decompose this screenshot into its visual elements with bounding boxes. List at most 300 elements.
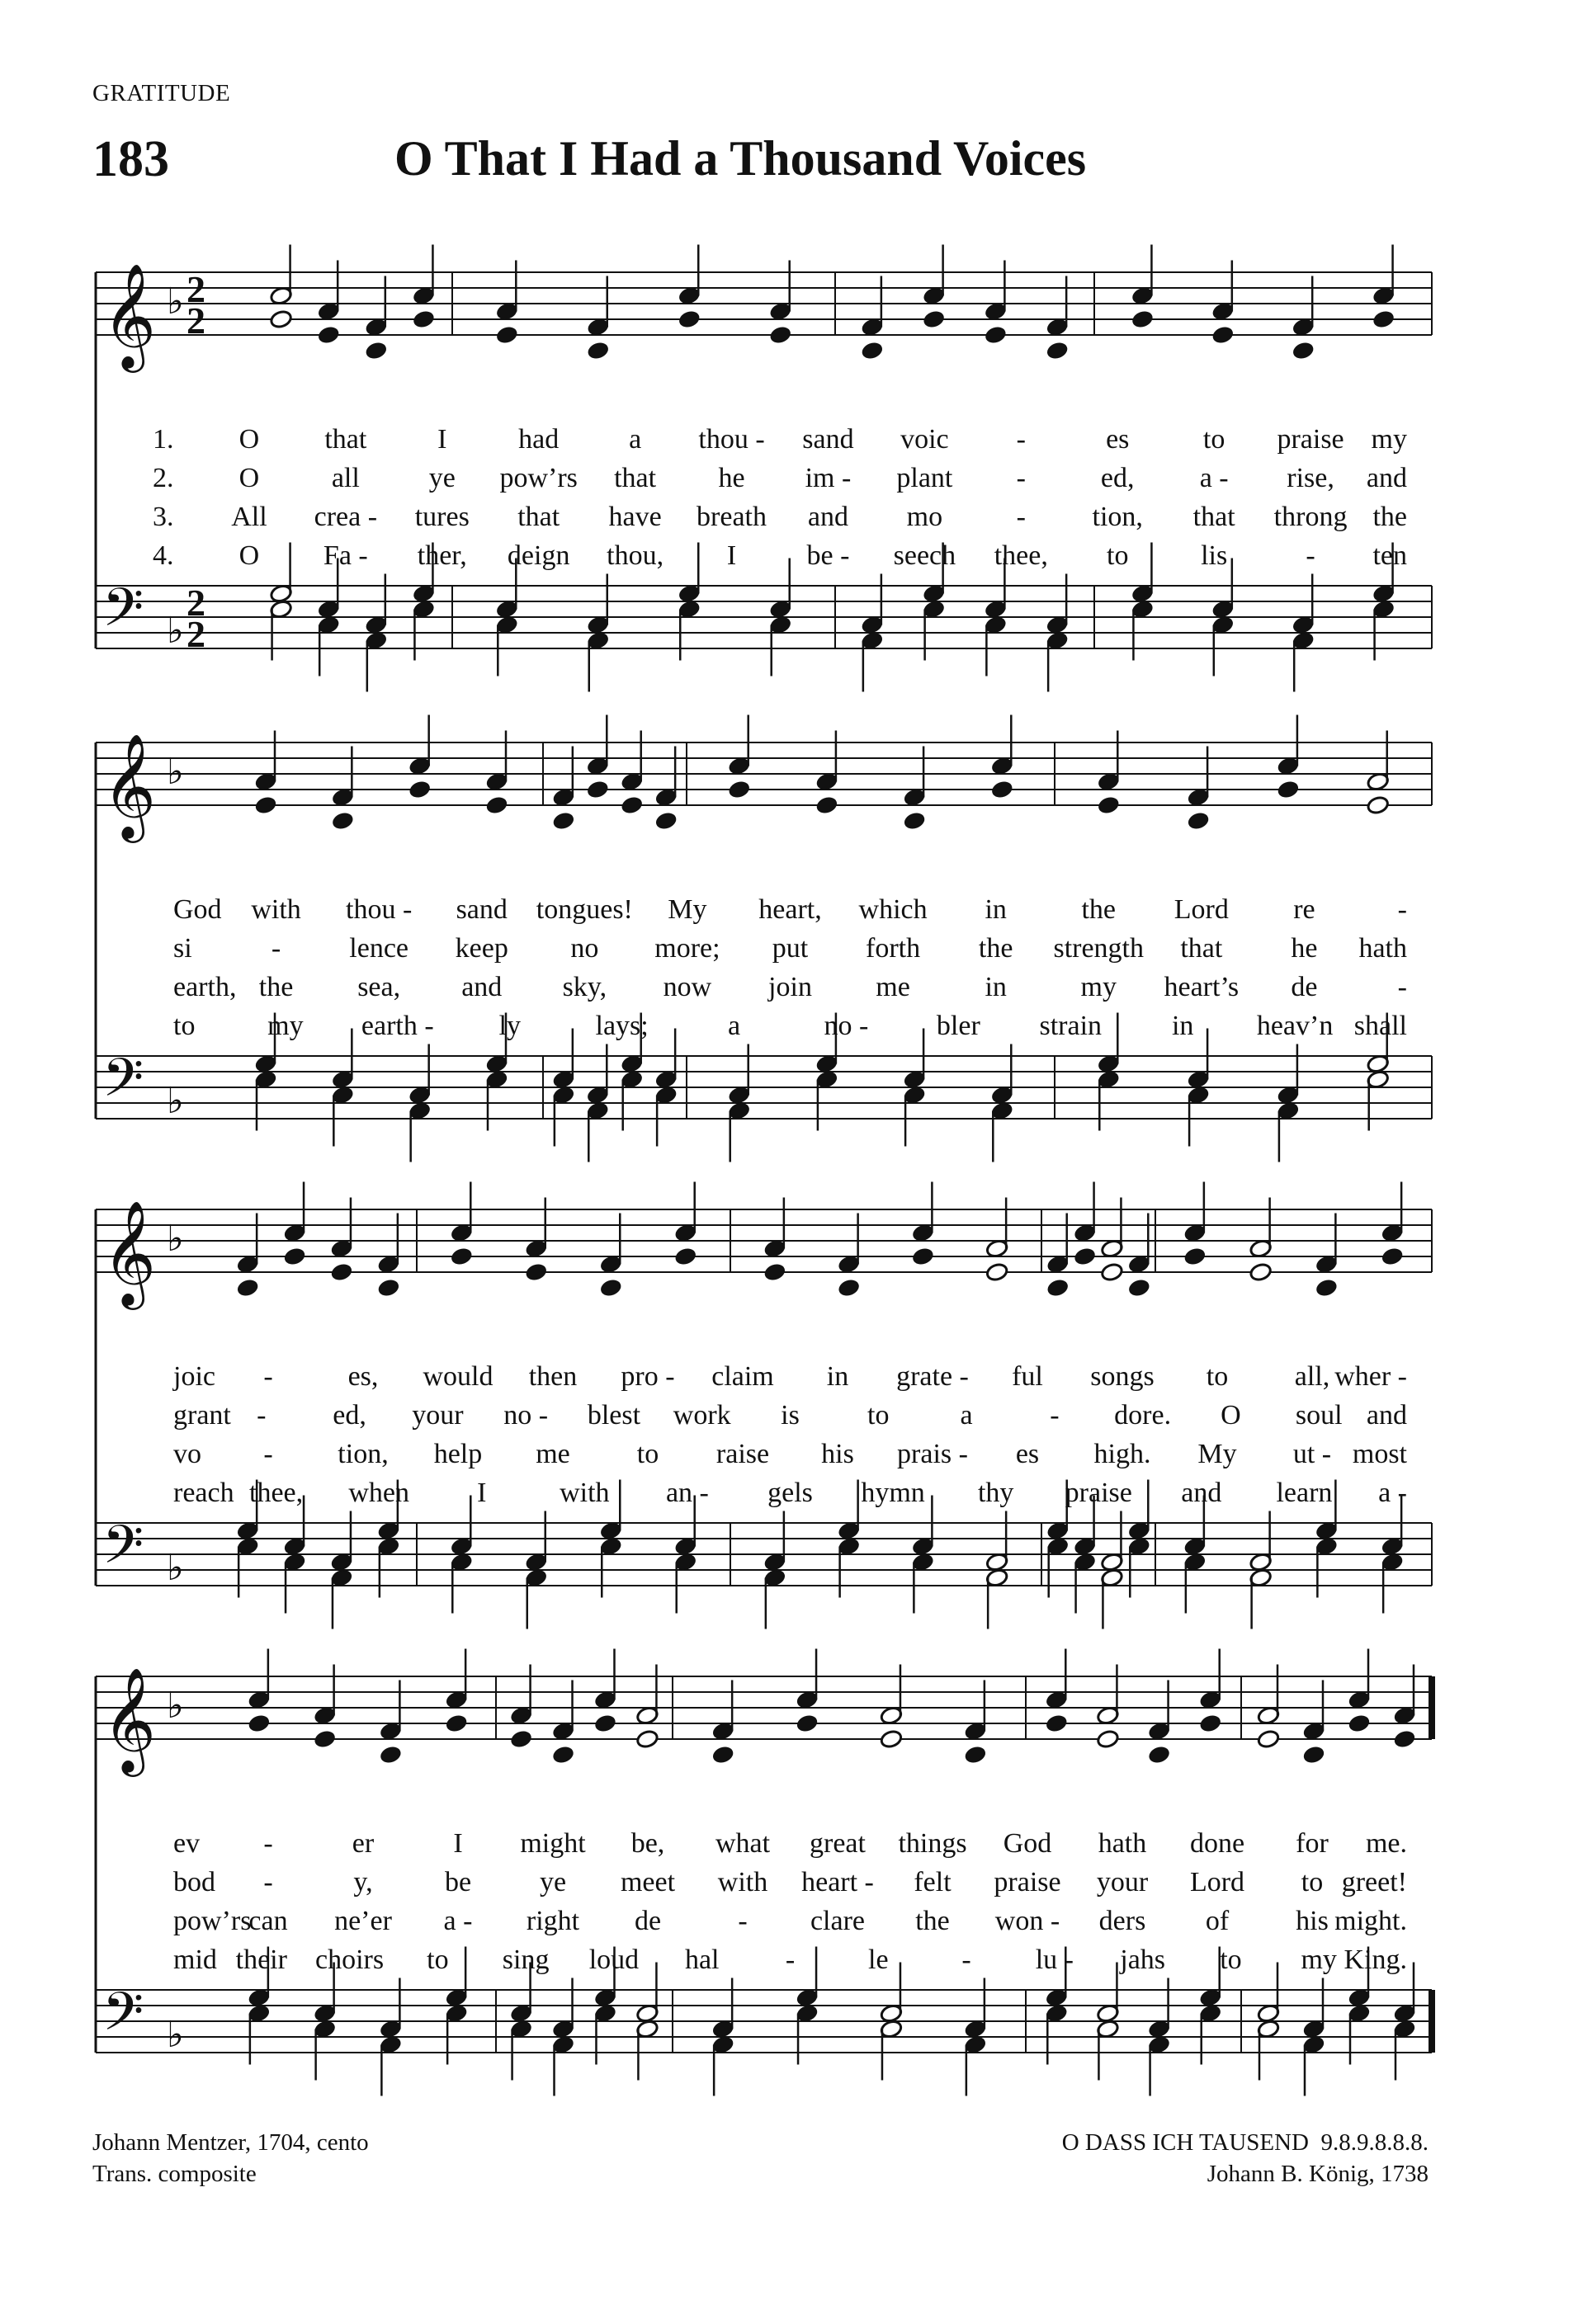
lyric-syllable: keep (455, 933, 508, 964)
lyric-syllable: might. (1334, 1906, 1407, 1936)
credits-left (92, 2127, 369, 2190)
time-signature-bottom: 2 (187, 613, 205, 655)
note-head (880, 1729, 903, 1749)
lyric-syllable: the (258, 972, 294, 1002)
time-signature-top: 2 (187, 582, 205, 624)
lyric-syllable: lence (349, 933, 409, 964)
lyric-syllable: be, (630, 1828, 665, 1859)
lyric-syllable: lis (1201, 540, 1228, 571)
lyric-syllable: gels (767, 1478, 813, 1508)
lyric-syllable: great (810, 1828, 866, 1859)
flat-icon: ♭ (167, 752, 184, 792)
bass-clef-icon: 𝄢 (102, 1516, 144, 1587)
lyric-syllable: my (267, 1011, 304, 1041)
note-head (236, 1278, 259, 1298)
note-head (984, 325, 1007, 345)
lyric-syllable: clare (810, 1906, 866, 1936)
hymn-number: 183 (92, 131, 169, 187)
lyric-syllable: that (1192, 502, 1235, 532)
lyric-syllable: be - (806, 540, 850, 571)
lyric-syllable: his (821, 1439, 854, 1469)
lyric-syllable: le (868, 1945, 889, 1975)
lyric-syllable: soul (1295, 1400, 1343, 1431)
lyric-syllable: help (433, 1439, 483, 1469)
lyric-syllable: thee, (994, 540, 1048, 571)
lyric-syllable: most (1352, 1439, 1407, 1469)
lyric-syllable: for (1296, 1828, 1329, 1859)
bass-clef-icon: 𝄢 (102, 1982, 144, 2054)
note-head (377, 1278, 400, 1298)
lyric-syllable: high. (1093, 1439, 1151, 1469)
note-head (495, 325, 518, 345)
note-head (1393, 1729, 1416, 1749)
lyric-syllable: blest (587, 1400, 641, 1431)
lyric-syllable: crea - (314, 502, 378, 532)
lyric-syllable: and (1181, 1478, 1222, 1508)
lyric-syllable: a - (1378, 1478, 1407, 1508)
lyric-syllable: voic (900, 424, 949, 455)
lyric-syllable: vo (173, 1439, 201, 1469)
lyric-syllable: - (257, 1400, 267, 1431)
note-head (1381, 1247, 1404, 1266)
lyric-syllable: in (985, 972, 1007, 1002)
lyric-syllable: put (772, 933, 809, 964)
lyric-syllable: a (960, 1400, 973, 1431)
lyric-syllable: Fa - (323, 540, 368, 571)
lyric-syllable: the (1372, 502, 1407, 532)
lyric-syllable: 3. (153, 502, 174, 532)
lyric-syllable: to (427, 1945, 449, 1975)
lyric-syllable: your (1096, 1867, 1149, 1897)
lyric-syllable: joic (173, 1361, 215, 1392)
lyric-syllable: seech (893, 540, 956, 571)
lyric-syllable: in (985, 894, 1007, 925)
lyric-syllable: me (536, 1439, 570, 1469)
lyric-syllable: thou - (698, 424, 765, 455)
lyric-syllable: My (668, 894, 707, 925)
lyric-syllable: plant (896, 463, 953, 493)
lyric-syllable: tion, (1092, 502, 1143, 532)
lyric-syllable: with (560, 1478, 610, 1508)
note-head (445, 1714, 468, 1733)
lyric-syllable: - (738, 1906, 748, 1936)
lyric-syllable: ye (539, 1867, 567, 1897)
note-head (837, 1278, 860, 1298)
lyric-syllable: ev (173, 1828, 201, 1859)
note-head (1073, 1247, 1096, 1266)
lyric-syllable: O (238, 424, 260, 455)
lyric-syllable: ut - (1292, 1439, 1332, 1469)
lyric-syllable: heart, (758, 894, 822, 925)
lyric-syllable: he (1291, 933, 1318, 964)
flat-icon: ♭ (167, 281, 184, 322)
lyric-syllable: y, (353, 1867, 373, 1897)
lyric-syllable: strength (1053, 933, 1145, 964)
lyric-syllable: had (518, 424, 560, 455)
lyric-syllable: which (858, 894, 928, 925)
lyric-syllable: es, (347, 1361, 379, 1392)
lyric-syllable: thou - (346, 894, 413, 925)
lyric-syllable: a - (443, 1906, 473, 1936)
lyric-syllable: in (826, 1361, 849, 1392)
lyric-syllable: - (1397, 894, 1407, 925)
lyric-syllable: right (526, 1906, 580, 1936)
lyric-syllable: 2. (153, 463, 174, 493)
note-head (1187, 811, 1210, 831)
note-head (985, 1262, 1008, 1282)
note-head (1302, 1745, 1325, 1765)
lyric-syllable: wher - (1334, 1361, 1407, 1392)
note-head (593, 1714, 616, 1733)
lyric-syllable: join (768, 972, 812, 1002)
note-head (365, 341, 388, 361)
lyric-syllable: things (898, 1828, 967, 1859)
lyric-syllable: earth, (173, 972, 237, 1002)
lyric-syllable: tion, (338, 1439, 389, 1469)
flat-icon: ♭ (167, 1685, 184, 1726)
note-head (903, 811, 926, 831)
lyric-syllable: - (1016, 424, 1026, 455)
lyric-syllable: would (423, 1361, 493, 1392)
lyric-syllable: - (1306, 540, 1315, 571)
lyric-syllable: my (1371, 424, 1407, 455)
lyric-syllable: he (718, 463, 745, 493)
lyric-syllable: God (173, 894, 222, 925)
lyric-syllable: heart’s (1164, 972, 1240, 1002)
note-head (1348, 1714, 1371, 1733)
lyric-syllable: er (352, 1828, 375, 1859)
lyric-syllable: ly (498, 1011, 521, 1041)
flat-icon: ♭ (167, 2015, 184, 2055)
note-head (408, 780, 431, 799)
lyric-syllable: de (1291, 972, 1318, 1002)
lyric-syllable: and (1366, 1400, 1407, 1431)
lyric-syllable: when (348, 1478, 409, 1508)
lyric-syllable: prais - (897, 1439, 968, 1469)
lyric-syllable: - (1397, 972, 1407, 1002)
note-head (796, 1714, 819, 1733)
lyric-syllable: to (867, 1400, 890, 1431)
note-head (412, 309, 435, 329)
lyric-syllable: meet (620, 1867, 676, 1897)
lyric-syllable: ed, (1100, 463, 1135, 493)
flat-icon: ♭ (167, 1219, 184, 1259)
lyric-syllable: King. (1344, 1945, 1407, 1975)
note-head (552, 811, 575, 831)
note-head (1315, 1278, 1338, 1298)
lyric-syllable: sand (456, 894, 508, 925)
lyric-syllable: throng (1273, 502, 1348, 532)
lyric-syllable: - (263, 1828, 273, 1859)
lyric-syllable: choirs (315, 1945, 385, 1975)
lyric-syllable: the (1081, 894, 1117, 925)
note-head (1183, 1247, 1207, 1266)
note-head (711, 1745, 734, 1765)
bass-clef-icon: 𝄢 (102, 578, 144, 650)
note-head (861, 341, 884, 361)
lyric-syllable: won - (994, 1906, 1060, 1936)
note-head (654, 811, 678, 831)
lyric-syllable: es (1015, 1439, 1040, 1469)
lyric-syllable: shall (1353, 1011, 1407, 1041)
lyric-syllable: All (231, 502, 267, 532)
lyric-syllable: reach (173, 1478, 234, 1508)
lyric-syllable: hath (1358, 933, 1407, 964)
lyric-syllable: loud (588, 1945, 640, 1975)
note-head (763, 1262, 786, 1282)
lyric-syllable: no - (503, 1400, 549, 1431)
lyric-syllable: God (1003, 1828, 1052, 1859)
lyric-syllable: ne’er (334, 1906, 392, 1936)
note-head (1249, 1262, 1272, 1282)
lyric-syllable: heart - (801, 1867, 874, 1897)
lyric-syllable: all, (1294, 1361, 1330, 1392)
time-signature-top: 2 (187, 268, 205, 310)
note-head (1100, 1262, 1123, 1282)
lyric-syllable: the (978, 933, 1013, 964)
lyric-syllable: 1. (153, 424, 174, 455)
lyric-syllable: thy (977, 1478, 1014, 1508)
lyric-syllable: the (915, 1906, 950, 1936)
lyric-syllable: lays; (595, 1011, 649, 1041)
lyric-syllable: their (235, 1945, 287, 1975)
lyric-syllable: breath (697, 502, 767, 532)
note-head (313, 1729, 336, 1749)
lyric-syllable: pow’rs (499, 463, 578, 493)
lyric-syllable: mid (173, 1945, 217, 1975)
lyric-syllable: claim (711, 1361, 774, 1392)
lyric-syllable: to (1202, 424, 1225, 455)
note-head (1097, 795, 1120, 815)
lyric-syllable: - (263, 1361, 273, 1392)
lyric-syllable: might (520, 1828, 586, 1859)
lyric-syllable: im - (805, 463, 852, 493)
lyric-syllable: praise (1065, 1478, 1132, 1508)
note-head (1127, 1278, 1150, 1298)
lyric-syllable: be (444, 1867, 472, 1897)
treble-clef-icon: 𝄞 (102, 736, 157, 837)
lyric-syllable: I (453, 1828, 463, 1859)
lyric-syllable: no - (824, 1011, 869, 1041)
note-head (621, 795, 644, 815)
lyric-syllable: thee, (249, 1478, 304, 1508)
lyric-syllable: greet! (1341, 1867, 1407, 1897)
lyric-syllable: that (324, 424, 367, 455)
lyric-syllable: - (785, 1945, 796, 1975)
lyric-syllable: your (412, 1400, 464, 1431)
lyric-syllable: bod (173, 1867, 215, 1897)
lyric-syllable: that (1180, 933, 1223, 964)
lyric-syllable: his (1296, 1906, 1329, 1936)
lyric-syllable: have (608, 502, 662, 532)
note-head (587, 341, 610, 361)
note-head (1257, 1729, 1280, 1749)
lyric-syllable: pro - (621, 1361, 675, 1392)
note-head (1147, 1745, 1170, 1765)
lyric-syllable: 4. (153, 540, 174, 571)
lyric-syllable: sand (802, 424, 854, 455)
lyric-syllable: and (1366, 463, 1407, 493)
note-head (635, 1729, 659, 1749)
note-head (1372, 309, 1395, 329)
note-head (330, 1262, 353, 1282)
lyric-syllable: ten (1372, 540, 1407, 571)
lyric-syllable: a (629, 424, 642, 455)
lyric-syllable: - (263, 1867, 273, 1897)
treble-clef-icon: 𝄞 (102, 1670, 157, 1770)
lyric-syllable: - (1016, 463, 1026, 493)
lyric-syllable: and (461, 972, 503, 1002)
lyric-syllable: O (238, 463, 260, 493)
lyric-syllable: ders (1098, 1906, 1146, 1936)
lyric-syllable: a - (1199, 463, 1229, 493)
lyric-syllable: thou, (607, 540, 664, 571)
lyric-syllable: with (717, 1867, 768, 1897)
lyric-syllable: - (961, 1945, 971, 1975)
lyric-syllable: can (248, 1906, 288, 1936)
note-head (1292, 341, 1315, 361)
note-head (1096, 1729, 1119, 1749)
lyric-syllable: pow’rs (173, 1906, 252, 1936)
note-head (1045, 1714, 1068, 1733)
lyric-syllable: O (238, 540, 260, 571)
lyric-syllable: to (173, 1011, 196, 1041)
composer: Johann B. König, 1738 (1207, 2161, 1429, 2187)
note-head (1046, 1278, 1070, 1298)
lyric-syllable: ye (428, 463, 456, 493)
time-signature-bottom: 2 (187, 299, 205, 342)
lyric-syllable: Lord (1189, 1867, 1245, 1897)
lyric-syllable: sky, (562, 972, 607, 1002)
note-head (525, 1262, 548, 1282)
lyric-syllable: a (727, 1011, 741, 1041)
category-label: GRATITUDE (92, 80, 231, 106)
lyric-syllable: My (1197, 1439, 1237, 1469)
lyric-syllable: tongues! (536, 894, 633, 925)
lyric-syllable: work (673, 1400, 731, 1431)
flat-icon: ♭ (167, 1081, 184, 1121)
note-head (728, 780, 751, 799)
lyric-syllable: lu - (1035, 1945, 1074, 1975)
lyric-syllable: - (1050, 1400, 1060, 1431)
note-head (509, 1729, 532, 1749)
lyric-syllable: - (263, 1439, 273, 1469)
lyric-syllable: - (1016, 502, 1026, 532)
lyric-syllable: songs (1090, 1361, 1155, 1392)
note-head (379, 1745, 402, 1765)
note-head (990, 780, 1013, 799)
lyric-syllable: sing (502, 1945, 550, 1975)
lyric-syllable: es (1106, 424, 1130, 455)
lyric-syllable: tures (414, 502, 470, 532)
meter: 9.8.9.8.8.8. (1320, 2129, 1429, 2156)
lyric-syllable: jahs (1120, 1945, 1166, 1975)
note-head (922, 309, 945, 329)
note-head (815, 795, 838, 815)
note-head (1131, 309, 1154, 329)
treble-clef-icon: 𝄞 (102, 1203, 157, 1303)
lyric-syllable: hymn (861, 1478, 925, 1508)
lyric-syllable: an - (665, 1478, 709, 1508)
note-head (283, 1247, 306, 1266)
lyric-syllable: O (1221, 1400, 1241, 1431)
note-head (269, 309, 292, 329)
lyric-syllable: bler (936, 1011, 980, 1041)
treble-clef-icon: 𝄞 (102, 266, 157, 366)
note-head (1046, 341, 1069, 361)
lyric-syllable: praise (1277, 424, 1344, 455)
lyric-syllable: my (1080, 972, 1117, 1002)
lyric-syllable: si (173, 933, 192, 964)
lyric-syllable: to (1301, 1867, 1324, 1897)
lyric-syllable: I (477, 1478, 487, 1508)
translation-credit: Trans. composite (92, 2161, 257, 2187)
note-head (317, 325, 340, 345)
lyric-syllable: - (271, 933, 281, 964)
lyric-syllable: my (1301, 1945, 1337, 1975)
lyric-syllable: what (715, 1828, 771, 1859)
lyric-syllable: heav’n (1256, 1011, 1334, 1041)
lyric-syllable: and (807, 502, 849, 532)
lyric-syllable: felt (914, 1867, 952, 1897)
lyric-syllable: grant (173, 1400, 231, 1431)
flat-icon: ♭ (167, 1548, 184, 1588)
lyric-syllable: ful (1012, 1361, 1043, 1392)
lyric-syllable: to (1220, 1945, 1242, 1975)
lyric-syllable: more; (654, 933, 720, 964)
lyric-syllable: de (634, 1906, 662, 1936)
lyric-syllable: sea, (357, 972, 401, 1002)
lyric-syllable: ther, (417, 540, 467, 571)
note-head (678, 309, 701, 329)
lyric-syllable: hath (1098, 1828, 1147, 1859)
lyric-syllable: done (1189, 1828, 1245, 1859)
note-head (1367, 795, 1390, 815)
lyric-syllable: to (1107, 540, 1129, 571)
lyric-syllable: in (1171, 1011, 1194, 1041)
text-author: Johann Mentzer, 1704, cento (92, 2129, 369, 2156)
note-head (769, 325, 792, 345)
lyric-syllable: raise (715, 1439, 770, 1469)
note-head (599, 1278, 622, 1298)
note-head (1211, 325, 1235, 345)
lyric-syllable: grate - (896, 1361, 969, 1392)
lyric-syllable: to (636, 1439, 659, 1469)
lyric-syllable: with (251, 894, 301, 925)
note-head (331, 811, 354, 831)
tune-info (1062, 2127, 1429, 2158)
lyric-syllable: is (781, 1400, 800, 1431)
note-head (1277, 780, 1300, 799)
lyric-syllable: rise, (1287, 463, 1334, 493)
lyric-syllable: ed, (333, 1400, 366, 1431)
lyric-syllable: earth - (361, 1011, 434, 1041)
lyric-syllable: forth (866, 933, 921, 964)
credits-right (1062, 2127, 1429, 2190)
lyric-syllable: of (1205, 1906, 1230, 1936)
lyric-syllable: dore. (1114, 1400, 1172, 1431)
lyric-syllable: hal (684, 1945, 720, 1975)
note-head (674, 1247, 697, 1266)
lyric-syllable: me. (1365, 1828, 1407, 1859)
note-head (586, 780, 609, 799)
lyric-syllable: to (1206, 1361, 1229, 1392)
lyric-syllable: that (614, 463, 657, 493)
flat-icon: ♭ (167, 610, 184, 651)
note-head (248, 1714, 271, 1733)
lyric-syllable: me (876, 972, 910, 1002)
note-head (450, 1247, 473, 1266)
